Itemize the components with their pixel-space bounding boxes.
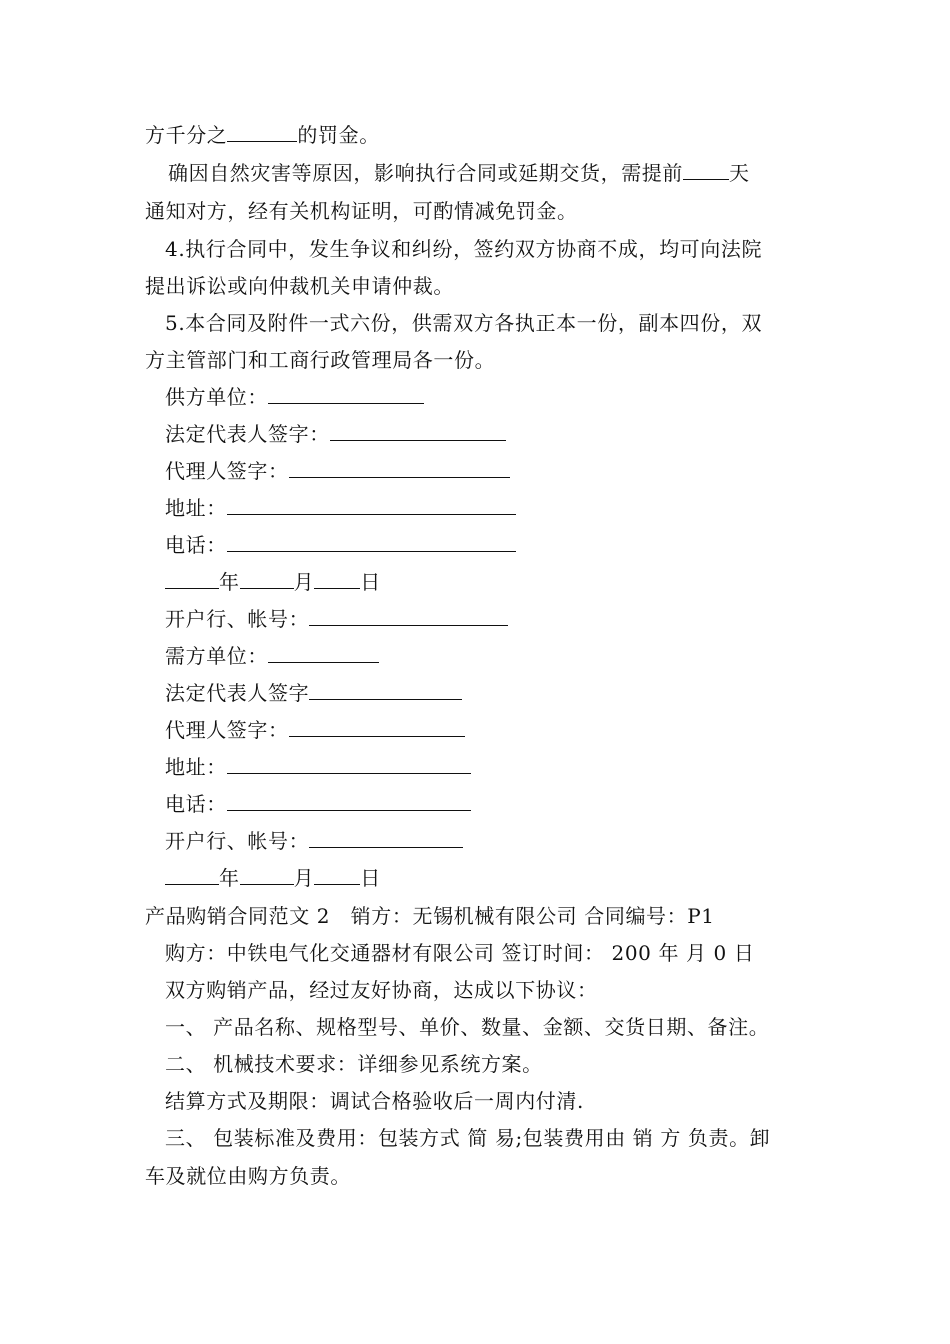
supplier-address bbox=[165, 495, 516, 521]
blank-line bbox=[314, 570, 360, 589]
supplier-bank-account bbox=[165, 606, 508, 632]
blank-line bbox=[227, 755, 471, 774]
label: 地址： bbox=[165, 496, 227, 520]
paragraph-force-majeure-line2: 通知对方，经有关机构证明，可酌情减免罚金。 bbox=[145, 199, 578, 223]
blank-line bbox=[227, 792, 471, 811]
sample2-item3-line2: 车及就位由购方负责。 bbox=[145, 1164, 351, 1188]
sample2-intro: 双方购销产品，经过友好协商，达成以下协议： bbox=[165, 978, 598, 1002]
blank-line bbox=[683, 161, 729, 180]
label: 需方单位： bbox=[165, 644, 268, 668]
label: 月 bbox=[293, 570, 315, 594]
paragraph-penalty bbox=[145, 122, 380, 148]
clause-5-line1: 5.本合同及附件一式六份，供需双方各执正本一份，副本四份，双 bbox=[165, 311, 763, 335]
sample2-header: 产品购销合同范文 2 销方：无锡机械有限公司 合同编号：P1 bbox=[145, 904, 715, 928]
sample2-item3-line1: 三、 包装标准及费用：包装方式 简 易;包装费用由 销 方 负责。卸 bbox=[165, 1126, 771, 1150]
clause-5-line2: 方主管部门和工商行政管理局各一份。 bbox=[145, 348, 496, 372]
label: 日 bbox=[360, 570, 381, 594]
clause-4-line1: 4.执行合同中，发生争议和纠纷，签约双方协商不成，均可向法院 bbox=[165, 237, 763, 261]
buyer-date bbox=[165, 865, 381, 891]
label: 法定代表人签字 bbox=[165, 681, 310, 705]
text: 的罚金。 bbox=[297, 123, 380, 147]
text: 天 bbox=[729, 161, 750, 185]
paragraph-force-majeure-line1 bbox=[168, 160, 750, 186]
blank-line bbox=[240, 570, 294, 589]
supplier-date bbox=[165, 569, 381, 595]
blank-line bbox=[309, 829, 463, 848]
label: 年 bbox=[219, 866, 240, 890]
sample2-buyer-line: 购方：中铁电气化交通器材有限公司 签订时间： 200 年 月 0 日 bbox=[165, 941, 755, 965]
blank-line bbox=[309, 607, 508, 626]
blank-line bbox=[165, 866, 219, 885]
sample2-settlement: 结算方式及期限：调试合格验收后一周内付清. bbox=[165, 1089, 584, 1113]
label: 电话： bbox=[165, 792, 227, 816]
label: 供方单位： bbox=[165, 385, 268, 409]
blank-line bbox=[289, 718, 465, 737]
sample2-item1: 一、 产品名称、规格型号、单价、数量、金额、交货日期、备注。 bbox=[165, 1015, 770, 1039]
buyer-phone bbox=[165, 791, 471, 817]
buyer-agent-signature bbox=[165, 717, 465, 743]
blank-line bbox=[227, 123, 297, 142]
text: 方千分之 bbox=[145, 123, 228, 147]
buyer-bank-account bbox=[165, 828, 463, 854]
blank-line bbox=[314, 866, 360, 885]
label: 日 bbox=[360, 866, 381, 890]
label: 法定代表人签字： bbox=[165, 422, 330, 446]
label: 代理人签字： bbox=[165, 459, 289, 483]
blank-line bbox=[240, 866, 294, 885]
clause-4-line2: 提出诉讼或向仲裁机关申请仲裁。 bbox=[145, 274, 454, 298]
blank-line bbox=[330, 422, 506, 441]
supplier-agent-signature bbox=[165, 458, 510, 484]
buyer-rep-signature bbox=[165, 680, 462, 706]
blank-line bbox=[268, 644, 379, 663]
supplier-phone bbox=[165, 532, 516, 558]
text: 确因自然灾害等原因，影响执行合同或延期交货，需提前 bbox=[168, 161, 683, 185]
buyer-address bbox=[165, 754, 471, 780]
label: 电话： bbox=[165, 533, 227, 557]
label: 年 bbox=[219, 570, 240, 594]
blank-line bbox=[309, 681, 462, 700]
label: 地址： bbox=[165, 755, 227, 779]
blank-line bbox=[227, 496, 516, 515]
blank-line bbox=[165, 570, 219, 589]
blank-line bbox=[227, 533, 516, 552]
label: 月 bbox=[293, 866, 315, 890]
blank-line bbox=[289, 459, 510, 478]
label: 开户行、帐号： bbox=[165, 829, 310, 853]
supplier-unit bbox=[165, 384, 424, 410]
label: 代理人签字： bbox=[165, 718, 289, 742]
supplier-rep-signature bbox=[165, 421, 506, 447]
buyer-unit bbox=[165, 643, 379, 669]
sample2-item2: 二、 机械技术要求：详细参见系统方案。 bbox=[165, 1052, 543, 1076]
blank-line bbox=[268, 385, 424, 404]
label: 开户行、帐号： bbox=[165, 607, 310, 631]
